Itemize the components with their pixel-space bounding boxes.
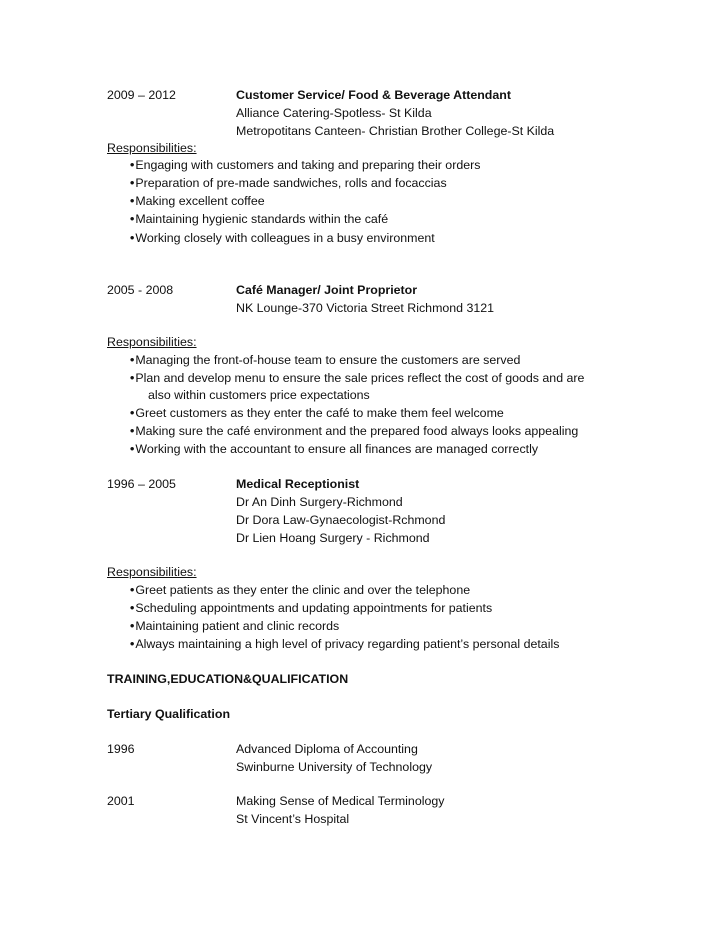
list-item-text: Preparation of pre-made sandwiches, rolls and focaccias bbox=[135, 176, 447, 190]
list-item-text: Working closely with colleagues in a busy environment bbox=[135, 231, 435, 245]
list-item bbox=[130, 423, 578, 439]
list-item bbox=[130, 600, 492, 616]
list-item-text: Making excellent coffee bbox=[135, 194, 265, 208]
list-item-text: Greet patients as they enter the clinic and over the telephone bbox=[135, 583, 471, 597]
job-years: 1996 – 2005 bbox=[107, 477, 176, 491]
list-item bbox=[130, 370, 584, 386]
list-item-text: Managing the front-of-house team to ensure the customers are served bbox=[135, 353, 521, 367]
qualification-name: Advanced Diploma of Accounting bbox=[236, 742, 418, 756]
list-item bbox=[130, 441, 538, 457]
list-item bbox=[130, 618, 339, 634]
list-item bbox=[130, 405, 504, 421]
list-item-text: Making sure the café environment and the prepared food always looks appealing bbox=[135, 424, 579, 438]
list-item bbox=[130, 230, 435, 246]
bullet-icon: • bbox=[130, 637, 135, 651]
job-employer: NK Lounge-370 Victoria Street Richmond 3121 bbox=[236, 301, 495, 315]
list-item bbox=[130, 636, 559, 652]
list-item bbox=[130, 582, 470, 598]
list-item-text: Scheduling appointments and updating appointments for patients bbox=[135, 601, 493, 615]
bullet-icon: • bbox=[130, 231, 135, 245]
list-item-text: Working with the accountant to ensure all finances are managed correctly bbox=[135, 442, 539, 456]
list-item-text: Engaging with customers and taking and preparing their orders bbox=[135, 158, 481, 172]
job-title: Customer Service/ Food & Beverage Attendant bbox=[236, 88, 511, 102]
list-item-text: Greet customers as they enter the café to make them feel welcome bbox=[135, 406, 504, 420]
job-years: 2005 - 2008 bbox=[107, 283, 174, 297]
bullet-icon: • bbox=[130, 212, 135, 226]
responsibilities-label: Responsibilities: bbox=[107, 335, 197, 349]
job-employer: Alliance Catering-Spotless- St Kilda bbox=[236, 106, 432, 120]
responsibilities-label: Responsibilities: bbox=[107, 565, 197, 579]
section-heading: TRAINING,EDUCATION&QUALIFICATION bbox=[107, 672, 349, 686]
qualification-year: 2001 bbox=[107, 794, 135, 808]
job-title: Café Manager/ Joint Proprietor bbox=[236, 283, 418, 297]
subsection-heading: Tertiary Qualification bbox=[107, 707, 231, 721]
bullet-icon: • bbox=[130, 583, 135, 597]
qualification-institution: Swinburne University of Technology bbox=[236, 760, 433, 774]
list-item bbox=[130, 175, 447, 191]
job-employer: Dr Dora Law-Gynaecologist-Rchmond bbox=[236, 513, 446, 527]
bullet-icon: • bbox=[130, 601, 135, 615]
list-item bbox=[130, 211, 388, 227]
job-title: Medical Receptionist bbox=[236, 477, 360, 491]
list-item bbox=[130, 193, 265, 209]
responsibilities-label: Responsibilities: bbox=[107, 141, 197, 155]
bullet-icon: • bbox=[130, 158, 135, 172]
qualification-year: 1996 bbox=[107, 742, 135, 756]
list-item-text: Maintaining patient and clinic records bbox=[135, 619, 340, 633]
job-employer: Dr An Dinh Surgery-Richmond bbox=[236, 495, 403, 509]
bullet-icon: • bbox=[130, 442, 135, 456]
list-item-continuation: also within customers price expectations bbox=[148, 388, 370, 402]
bullet-icon: • bbox=[130, 619, 135, 633]
list-item-text: Maintaining hygienic standards within the café bbox=[135, 212, 389, 226]
bullet-icon: • bbox=[130, 371, 135, 385]
bullet-icon: • bbox=[130, 194, 135, 208]
bullet-icon: • bbox=[130, 353, 135, 367]
list-item-text: Plan and develop menu to ensure the sale prices reflect the cost of goods and are bbox=[135, 371, 585, 385]
job-years: 2009 – 2012 bbox=[107, 88, 176, 102]
qualification-institution: St Vincent’s Hospital bbox=[236, 812, 350, 826]
bullet-icon: • bbox=[130, 424, 135, 438]
list-item bbox=[130, 157, 480, 173]
qualification-name: Making Sense of Medical Terminology bbox=[236, 794, 445, 808]
list-item bbox=[130, 352, 520, 368]
bullet-icon: • bbox=[130, 176, 135, 190]
job-employer: Dr Lien Hoang Surgery - Richmond bbox=[236, 531, 430, 545]
job-employer: Metropotitans Canteen- Christian Brother College-St Kilda bbox=[236, 124, 555, 138]
list-item-text: Always maintaining a high level of privacy regarding patient’s personal details bbox=[135, 637, 560, 651]
bullet-icon: • bbox=[130, 406, 135, 420]
